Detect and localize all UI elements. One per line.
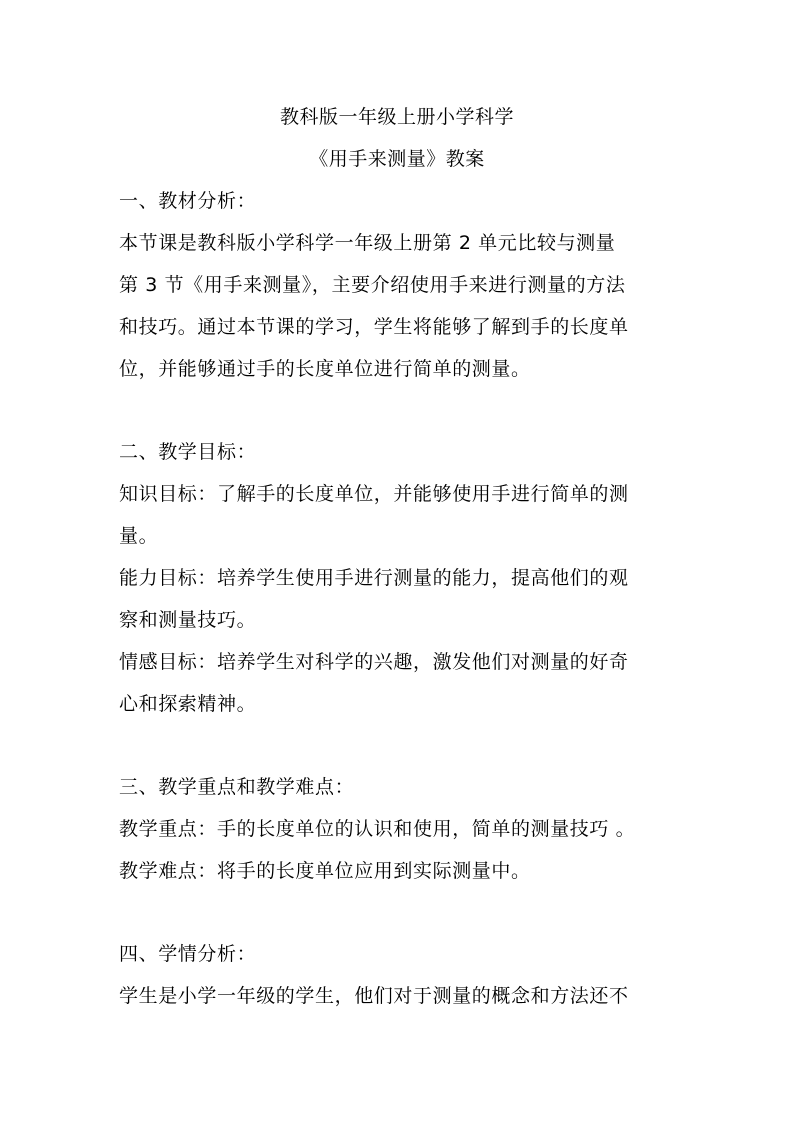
- paragraph-line: 量。: [119, 525, 159, 547]
- section-heading-textbook-analysis: 一、教材分析：: [119, 190, 257, 212]
- paragraph-line: 情感目标：培养学生对科学的兴趣，激发他们对测量的好奇: [119, 651, 629, 673]
- section-heading-key-points: 三、教学重点和教学难点：: [119, 776, 355, 798]
- paragraph-line: 教学难点：将手的长度单位应用到实际测量中。: [119, 860, 531, 882]
- paragraph-line: 知识目标：了解手的长度单位，并能够使用手进行简单的测: [119, 483, 629, 505]
- paragraph-line: 教学重点：手的长度单位的认识和使用，简单的测量技巧 。: [119, 818, 636, 840]
- section-spacer: [119, 733, 679, 774]
- paragraph-line: 和技巧。通过本节课的学习，学生将能够了解到手的长度单: [119, 316, 629, 338]
- paragraph-line: 心和探索精神。: [119, 693, 257, 715]
- document-subtitle: 《用手来测量》教案: [309, 148, 485, 170]
- section-heading-teaching-objectives: 二、教学目标：: [119, 441, 257, 463]
- paragraph-line: 能力目标：培养学生使用手进行测量的能力，提高他们的观: [119, 567, 629, 589]
- paragraph-line: 学生是小学一年级的学生，他们对于测量的概念和方法还不: [119, 985, 629, 1007]
- section-heading-student-analysis: 四、学情分析：: [119, 943, 257, 965]
- document-title: 教科版一年级上册小学科学: [279, 106, 514, 128]
- section-spacer: [119, 900, 679, 941]
- section-spacer: [119, 398, 679, 439]
- paragraph-line: 第 3 节《用手来测量》，主要介绍使用手来进行测量的方法: [119, 274, 626, 296]
- document-body: [119, 188, 679, 1025]
- paragraph-line: 本节课是教科版小学科学一年级上册第 2 单元比较与测量: [119, 232, 616, 254]
- paragraph-line: 察和测量技巧。: [119, 609, 257, 631]
- paragraph-line: 位，并能够通过手的长度单位进行简单的测量。: [119, 358, 531, 380]
